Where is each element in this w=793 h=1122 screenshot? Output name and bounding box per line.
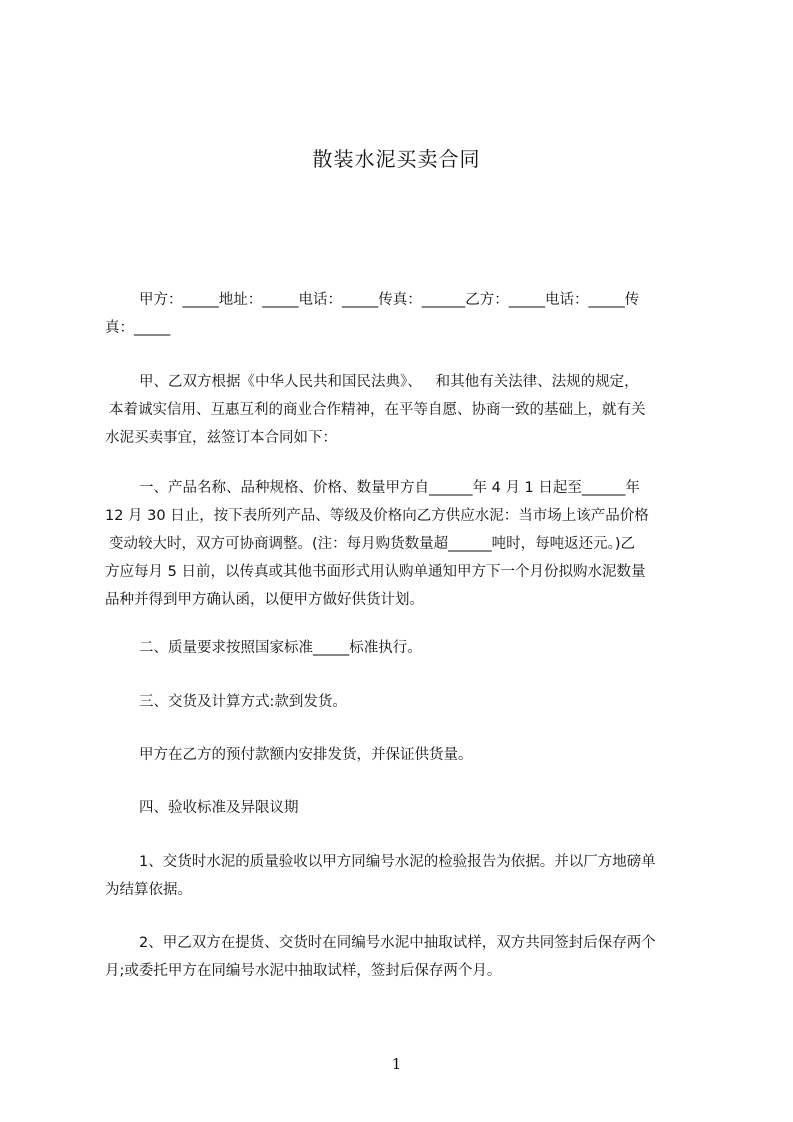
preamble-paragraph xyxy=(105,368,705,452)
clause-1-line: 变动较大时，双方可协商调整。(注：每月购货数量超______吨时，每吨返还元。)乙 xyxy=(109,536,636,552)
parties-line: 甲方：_____地址：_____电话：_____传真：______乙方：_____电话：_____传 xyxy=(139,292,640,308)
item-2-line: 月;或委托甲方在同编号水泥中抽取试样，签封后保存两个月。 xyxy=(105,963,502,979)
clause-4-line: 四、验收标准及异限议期 xyxy=(139,800,299,816)
item-1-paragraph xyxy=(105,848,705,904)
page-number: 1 xyxy=(391,1055,402,1073)
clause-1-line: 品种并得到甲方确认函，以便甲方做好供货计划。 xyxy=(105,592,424,608)
item-1-line: 为结算依据。 xyxy=(105,882,192,898)
clause-1-line: 12 月 30 日止，按下表所列产品、等级及价格向乙方供应水泥：当市场上该产品价格 xyxy=(105,508,649,524)
clause-1-paragraph xyxy=(105,474,705,614)
parties-paragraph xyxy=(105,286,705,342)
clause-1-line: 方应每月 5 日前，以传真或其他书面形式用认购单通知甲方下一个月份拟购水泥数量 xyxy=(105,564,646,580)
clause-2-paragraph xyxy=(105,634,705,662)
item-2-line: 2、甲乙双方在提货、交货时在同编号水泥中抽取试样，双方共同签封后保存两个 xyxy=(139,935,656,951)
preamble-line: 水泥买卖事宜，兹签订本合同如下： xyxy=(105,430,337,446)
preamble-line: 甲、乙双方根据《中华人民共和国民法典》、 和其他有关法律、法规的规定， xyxy=(139,374,639,390)
clause-3-paragraph xyxy=(105,688,705,716)
document-title: 散装水泥买卖合同 xyxy=(312,147,481,171)
preamble-line: 本着诚实信用、互惠互利的商业合作精神，在平等自愿、协商一致的基础上，就有关 xyxy=(109,402,646,418)
item-2-paragraph xyxy=(105,929,705,985)
clause-3-note-paragraph xyxy=(105,741,705,769)
clause-3-note-line: 甲方在乙方的预付款额内安排发货，并保证供货量。 xyxy=(139,747,473,763)
clause-4-heading xyxy=(105,794,705,822)
clause-1-line: 一、产品名称、品种规格、价格、数量甲方自______年 4 月 1 日起至______年 xyxy=(139,480,640,496)
parties-line: 真：_____ xyxy=(105,320,171,336)
item-1-line: 1、交货时水泥的质量验收以甲方同编号水泥的检验报告为依据。并以厂方地磅单 xyxy=(139,854,656,870)
clause-3-line: 三、交货及计算方式:款到发货。 xyxy=(139,694,347,710)
clause-2-line: 二、质量要求按照国家标准_____标准执行。 xyxy=(139,640,422,656)
